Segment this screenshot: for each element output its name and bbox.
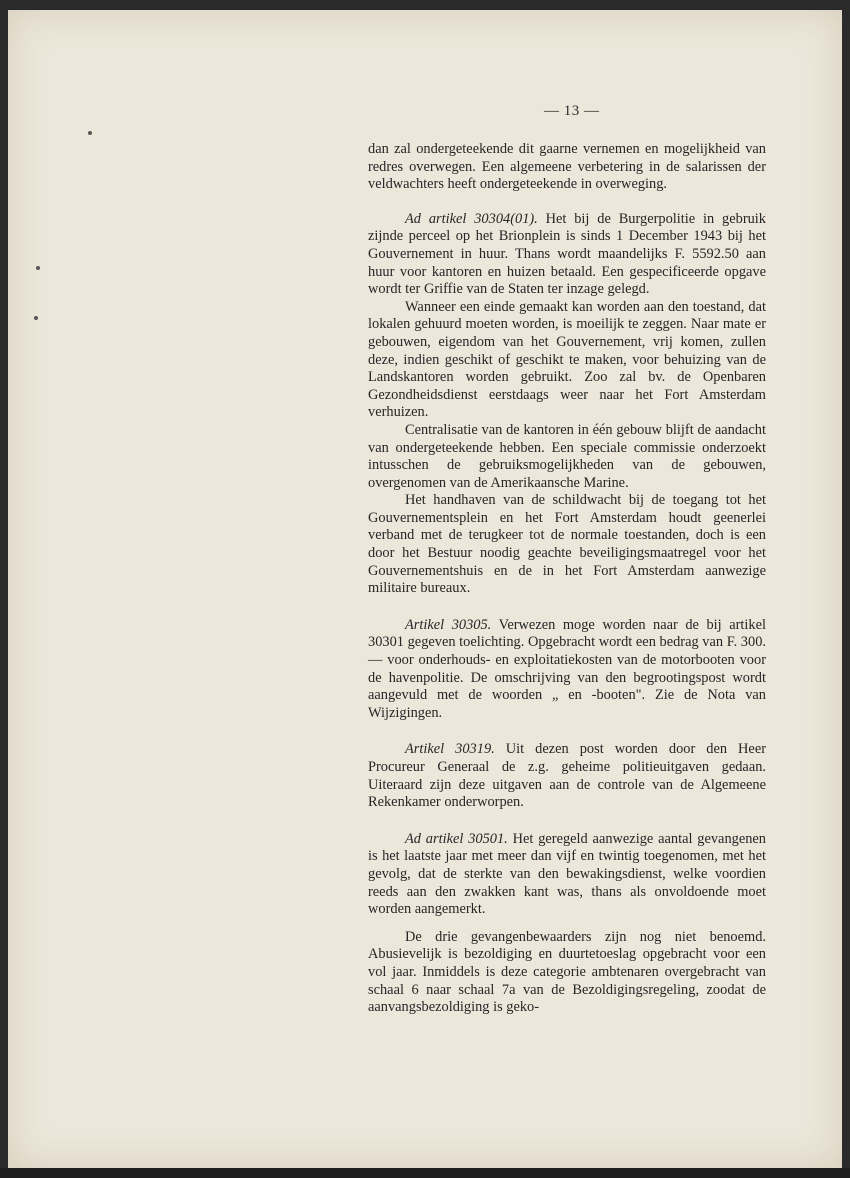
paragraph: Het handhaven van de schildwacht bij de toegang tot het Gouvernementsplein en het Fort Amsterdam houdt geenerlei verband met de terugkeer tot de normale toestanden, doch is een door het Bestuur noodig geachte beveiligingsmaatregel voor het Gouvernementshuis en de in het Fort Amsterdam aanwezige militaire bureaux. bbox=[368, 492, 766, 597]
paragraph: Artikel 30305. Verwezen moge worden naar de bij artikel 30301 gegeven toelichting. Opgebracht wordt een bedrag van F. 300.— voor onderhouds- en exploitatiekosten van de motorbooten voor de havenpolitie. De omschrijving van den begrootingspost wordt aangevuld met de woorden „ en -booten". Zie de Nota van Wijzigingen. bbox=[368, 616, 766, 721]
paragraph: dan zal ondergeteekende dit gaarne vernemen en mogelijkheid van redres overwegen. Een algemeene verbetering in de salarissen der veldwachters heeft ondergeteekende in overweging. bbox=[368, 141, 766, 193]
margin-mark bbox=[88, 131, 92, 135]
paragraph: Ad artikel 30501. Het geregeld aanwezige aantal gevangenen is het laatste jaar met meer dan vijf en twintig toegenomen, met het gevolg, dat de sterkte van den bewakingsdienst, welke voordien reeds aan den zwakken kant was, thans als onvoldoende moet worden aangemerkt. bbox=[368, 830, 766, 918]
paragraph: Wanneer een einde gemaakt kan worden aan den toestand, dat lokalen gehuurd moeten worden, is moeilijk te zeggen. Naar mate er gebouwen, eigendom van het Gouvernement, vrij komen, zullen deze, indien geschikt of geschikt te maken, voor behuizing van de Landskantoren worden gebruikt. Zoo zal bv. de Openbaren Gezondheidsdienst eerstdaags weer naar het Fort Amsterdam verhuizen. bbox=[368, 298, 766, 421]
article-heading: Ad artikel 30501. bbox=[405, 830, 508, 847]
article-heading: Artikel 30305. bbox=[405, 616, 492, 633]
paragraph: Artikel 30319. Uit dezen post worden door den Heer Procureur Generaal de z.g. geheime politieuitgaven gedaan. Uiteraard zijn deze uitgaven aan de controle van de Algemeene Rekenkamer onderworpen. bbox=[368, 741, 766, 811]
scan-edge bbox=[0, 1168, 850, 1178]
paragraph: De drie gevangenbewaarders zijn nog niet benoemd. Abusievelijk is bezoldiging en duurtetoeslag opgebracht voor een vol jaar. Inmiddels is deze categorie ambtenaren overgebracht van schaal 6 naar schaal 7a van de Bezoldigingsregeling, zoodat de aanvangsbezoldiging is geko- bbox=[368, 928, 766, 1016]
article-heading: Artikel 30319. bbox=[405, 741, 495, 758]
document-page bbox=[8, 10, 842, 1168]
margin-mark bbox=[36, 266, 40, 270]
margin-mark bbox=[34, 316, 38, 320]
body-text bbox=[368, 141, 766, 1017]
paragraph: Ad artikel 30304(01). Het bij de Burgerpolitie in gebruik zijnde perceel op het Brionplein is sinds 1 December 1943 bij het Gouvernement in huur. Thans wordt maandelijks F. 5592.50 aan huur voor kantoren en huizen betaald. Een gespecificeerde opgave wordt ter Griffie van de Staten ter inzage gelegd. bbox=[368, 210, 766, 298]
article-heading: Ad artikel 30304(01). bbox=[405, 210, 538, 227]
page-number: — 13 — bbox=[544, 103, 600, 119]
paragraph: Centralisatie van de kantoren in één gebouw blijft de aandacht van ondergeteekende hebben. Een speciale commissie onderzoekt intusschen de gebruiksmogelijkheden van de gebouwen, overgenomen van de Amerikaansche Marine. bbox=[368, 421, 766, 491]
